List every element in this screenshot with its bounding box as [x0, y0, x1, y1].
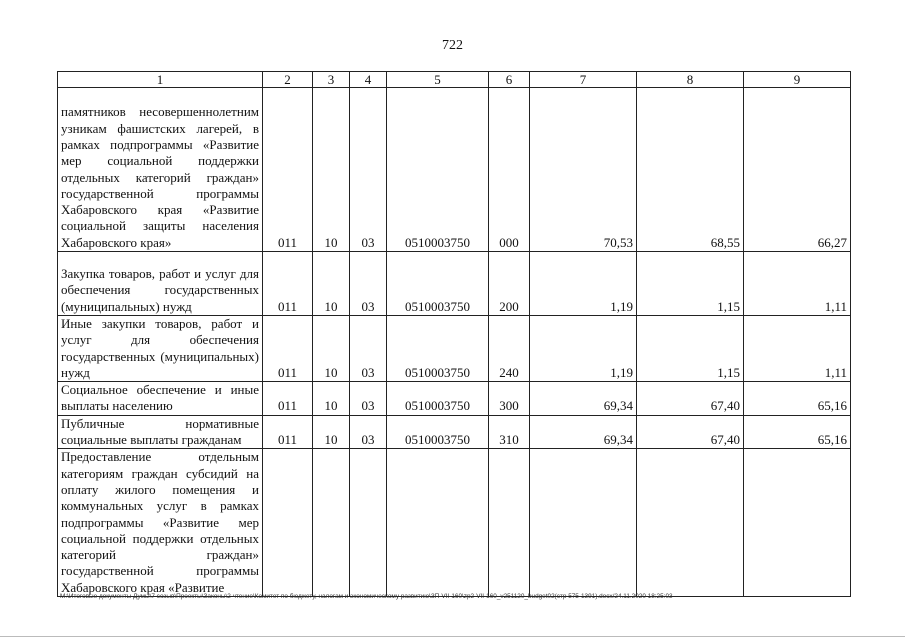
amount-cell: 67,40: [637, 382, 744, 416]
amount-cell: 1,11: [744, 316, 851, 382]
expense-type-cell: 310: [489, 415, 530, 449]
section-cell: 10: [313, 252, 350, 316]
target-article-cell: 0510003750: [387, 316, 489, 382]
amount-cell: 65,16: [744, 382, 851, 416]
page-edge-divider: [0, 636, 905, 637]
target-article-cell: 0510003750: [387, 88, 489, 252]
section-cell: 10: [313, 88, 350, 252]
file-path-footer: M:\Итоговые документы Думы\7 созыв\Проекты\Законы\2 чтение\Комитет по бюджету, налогам и экономическому развитию\ЗП-VII-160\zp2-VII-160_v251120_budget02(стр 575-1391).docx/24.11.2020 18:25:03: [60, 593, 673, 600]
code-cell: 011: [263, 415, 313, 449]
row-name-cell: Публичные нормативные социальные выплаты гражданам: [58, 415, 263, 449]
expense-type-cell: 000: [489, 88, 530, 252]
amount-cell: [637, 449, 744, 597]
row-name-cell: памятников несовершеннолетним узникам фашистских лагерей, в рамках подпрограммы «Развитие мер социальной поддержки отдельных категорий граждан» государственной программы Хабаровского края «Развитие социальной защиты населения Хабаровского края»: [58, 88, 263, 252]
budget-table: [57, 71, 851, 597]
subsection-cell: 03: [350, 88, 387, 252]
amount-cell: 69,34: [530, 382, 637, 416]
header-cell: 2: [263, 72, 313, 88]
section-cell: [313, 449, 350, 597]
amount-cell: 68,55: [637, 88, 744, 252]
amount-cell: 1,15: [637, 252, 744, 316]
page-number: 722: [442, 38, 463, 53]
subsection-cell: [350, 449, 387, 597]
amount-cell: 1,19: [530, 252, 637, 316]
code-cell: 011: [263, 382, 313, 416]
target-article-cell: 0510003750: [387, 252, 489, 316]
section-cell: 10: [313, 316, 350, 382]
table-row: [58, 316, 851, 382]
amount-cell: 67,40: [637, 415, 744, 449]
amount-cell: [530, 449, 637, 597]
section-cell: 10: [313, 415, 350, 449]
header-cell: 1: [58, 72, 263, 88]
amount-cell: 65,16: [744, 415, 851, 449]
subsection-cell: 03: [350, 252, 387, 316]
target-article-cell: [387, 449, 489, 597]
target-article-cell: 0510003750: [387, 382, 489, 416]
header-cell: 7: [530, 72, 637, 88]
amount-cell: 66,27: [744, 88, 851, 252]
expense-type-cell: 300: [489, 382, 530, 416]
section-cell: 10: [313, 382, 350, 416]
header-cell: 3: [313, 72, 350, 88]
code-cell: [263, 449, 313, 597]
code-cell: 011: [263, 316, 313, 382]
expense-type-cell: [489, 449, 530, 597]
amount-cell: [744, 449, 851, 597]
header-cell: 6: [489, 72, 530, 88]
target-article-cell: 0510003750: [387, 415, 489, 449]
expense-type-cell: 200: [489, 252, 530, 316]
amount-cell: 1,19: [530, 316, 637, 382]
code-cell: 011: [263, 88, 313, 252]
amount-cell: 70,53: [530, 88, 637, 252]
subsection-cell: 03: [350, 382, 387, 416]
header-cell: 5: [387, 72, 489, 88]
expense-type-cell: 240: [489, 316, 530, 382]
table-row: [58, 88, 851, 252]
table-body: [58, 72, 851, 597]
amount-cell: 69,34: [530, 415, 637, 449]
header-cell: 9: [744, 72, 851, 88]
row-name-cell: Предоставление отдельным категориям граждан субсидий на оплату жилого помещения и коммунальных услуг в рамках подпрограммы «Развитие мер социальной поддержки отдельных категорий граждан» государственной программы Хабаровского края «Развитие: [58, 449, 263, 597]
table-row: [58, 252, 851, 316]
row-name-cell: Иные закупки товаров, работ и услуг для обеспечения государственных (муниципальных) нужд: [58, 316, 263, 382]
header-cell: 8: [637, 72, 744, 88]
table-row: [58, 382, 851, 416]
subsection-cell: 03: [350, 316, 387, 382]
header-cell: 4: [350, 72, 387, 88]
amount-cell: 1,15: [637, 316, 744, 382]
row-name-cell: Закупка товаров, работ и услуг для обеспечения государственных (муниципальных) нужд: [58, 252, 263, 316]
table-row: [58, 415, 851, 449]
header-row: [58, 72, 851, 88]
row-name-cell: Социальное обеспечение и иные выплаты населению: [58, 382, 263, 416]
table-row: [58, 449, 851, 597]
code-cell: 011: [263, 252, 313, 316]
amount-cell: 1,11: [744, 252, 851, 316]
subsection-cell: 03: [350, 415, 387, 449]
